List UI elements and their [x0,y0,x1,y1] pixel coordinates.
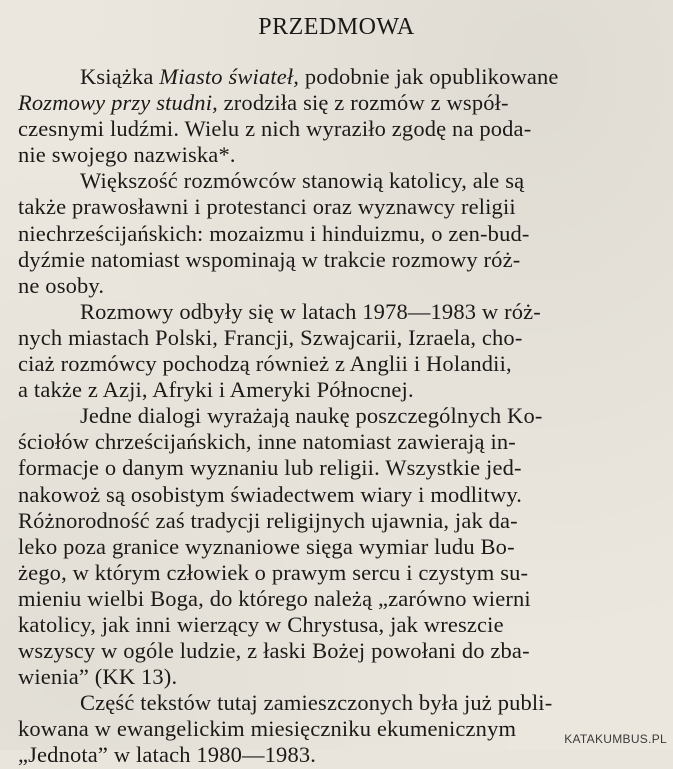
text-segment: zrodziła się z rozmów z współ- [217,90,509,116]
text-line: katolicy, jak inni wierzący w Chrystusa, jak wreszcie [18,611,504,637]
text-line: mieniu wielbi Boga, do którego należą „zarówno wierni [18,585,531,611]
text-line: także prawosławni i protestanci oraz wyznawcy religii [18,194,516,220]
page-title: PRZEDMOWA [258,14,415,40]
text-line: wienia” (KK 13). [18,664,178,690]
text-segment: podobnie jak opublikowane [299,64,559,89]
text-line [18,64,658,90]
text-line: kowana w ewangelickim miesięczniku ekumenicznym [18,716,517,742]
text-line: formacje o danym wyznaniu lub religii. Wszystkie jed- [18,455,522,481]
text-line: Większość rozmówców stanowią katolicy, ale są [80,168,525,194]
text-line: leko poza granice wyznaniowe sięga wymiar ludu Bo- [18,533,515,559]
text-line: Rozmowy odbyły się w latach 1978—1983 w róż- [80,298,541,324]
text-line: niechrześcijańskich: mozaizmu i hinduizmu, o zen-bud- [18,220,530,246]
watermark: KATAKUMBUS.PL [564,732,667,746]
text-line: „Jednota” w latach 1980—1983. [18,742,317,768]
text-line: wszyscy w ogóle ludzie, z łaski Bożej powołani do zba- [18,638,530,664]
text-line: Różnorodność zaś tradycji religijnych ujawnia, jak da- [18,507,518,533]
text-line: dyźmie natomiast wspominają w trakcie rozmowy róż- [18,246,521,272]
text-line: nych miastach Polski, Francji, Szwajcarii, Izraela, cho- [18,324,523,350]
text-segment: Książka [80,64,160,89]
book-title-italic: Rozmowy przy studni, [18,90,218,116]
book-title-italic: Miasto świateł, [159,64,300,89]
text-line: czesnymi ludźmi. Wielu z nich wyraziło zgodę na poda- [18,116,532,142]
text-line: ne osoby. [18,272,105,298]
text-line: a także z Azji, Afryki i Ameryki Północnej. [18,377,414,403]
text-line: nie swojego nazwiska*. [18,142,236,168]
text-line: Część tekstów tutaj zamieszczonych była już publi- [80,690,553,716]
preface-text [18,64,658,769]
text-line: żego, w którym człowiek o prawym sercu i czystym su- [18,559,529,585]
text-line [18,90,658,116]
text-line: ciaż rozmówcy pochodzą również z Anglii i Holandii, [18,351,512,377]
text-line: Jedne dialogi wyrażają naukę poszczególnych Ko- [80,403,543,429]
text-line: ściołów chrześcijańskich, inne natomiast zawierają in- [18,429,516,455]
text-line: nakowoż są osobistym świadectwem wiary i modlitwy. [18,481,523,507]
